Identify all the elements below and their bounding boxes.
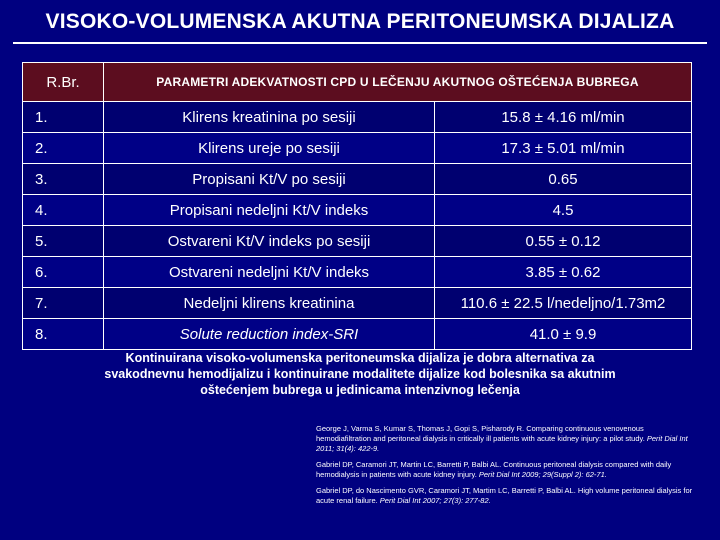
row-parameter: Klirens ureje po sesiji	[104, 133, 435, 164]
references	[316, 424, 696, 512]
reference-journal: Perit Dial Int 2009; 29(Suppl 2): 62-71.	[478, 470, 607, 479]
reference-journal: Perit Dial Int 2007; 27(3): 277-82.	[379, 496, 491, 505]
row-value: 110.6 ± 22.5 l/nedeljno/1.73m2	[435, 288, 692, 319]
header-title: PARAMETRI ADEKVATNOSTI CPD U LEČENJU AKUTNOG OŠTEĆENJA BUBREGA	[104, 63, 692, 102]
reference-item	[316, 424, 696, 454]
slide-title: VISOKO-VOLUMENSKA AKUTNA PERITONEUMSKA DIJALIZA	[45, 10, 675, 33]
row-parameter: Nedeljni klirens kreatinina	[104, 288, 435, 319]
row-value: 0.55 ± 0.12	[435, 226, 692, 257]
reference-text: Gabriel DP, do Nascimento GVR, Caramori JT, Martim LC, Barretti P, Balbi AL. High volume peritoneal dialysis for acute renal failure.	[316, 486, 693, 505]
table-row	[23, 226, 692, 257]
table-row	[23, 257, 692, 288]
row-value: 17.3 ± 5.01 ml/min	[435, 133, 692, 164]
row-number: 3.	[23, 164, 104, 195]
row-parameter: Solute reduction index-SRI	[104, 319, 435, 350]
row-number: 5.	[23, 226, 104, 257]
table-row	[23, 164, 692, 195]
row-value: 41.0 ± 9.9	[435, 319, 692, 350]
reference-item	[316, 486, 696, 506]
table-row	[23, 319, 692, 350]
table-row	[23, 102, 692, 133]
summary-text: Kontinuirana visoko-volumenska peritoneumska dijaliza je dobra alternativa za svakodnevnu hemodijalizu i kontinuirane modalitete dijalize kod bolesnika sa akutnim oštećenjem bubrega u jedinicama intenzivnog lečenja	[104, 351, 616, 397]
table-header-row	[23, 63, 692, 102]
row-number: 7.	[23, 288, 104, 319]
row-number: 6.	[23, 257, 104, 288]
table-row	[23, 195, 692, 226]
row-number: 8.	[23, 319, 104, 350]
row-number: 2.	[23, 133, 104, 164]
reference-text: Gabriel DP, Caramori JT, Martin LC, Barretti P, Balbi AL. Continuous peritoneal dialysis compared with daily hemodialysis in patients with acute kidney injury.	[316, 460, 672, 479]
table-row	[23, 288, 692, 319]
row-value: 0.65	[435, 164, 692, 195]
row-parameter: Klirens kreatinina po sesiji	[104, 102, 435, 133]
row-parameter: Propisani nedeljni Kt/V indeks	[104, 195, 435, 226]
title-underline	[13, 42, 707, 44]
table-row	[23, 133, 692, 164]
row-parameter: Ostvareni Kt/V indeks po sesiji	[104, 226, 435, 257]
row-value: 15.8 ± 4.16 ml/min	[435, 102, 692, 133]
reference-journal: Perit Dial Int 2011; 31(4): 422-9.	[316, 434, 688, 453]
row-value: 3.85 ± 0.62	[435, 257, 692, 288]
row-parameter: Ostvareni nedeljni Kt/V indeks	[104, 257, 435, 288]
row-parameter: Propisani Kt/V po sesiji	[104, 164, 435, 195]
reference-item	[316, 460, 696, 480]
row-number: 4.	[23, 195, 104, 226]
reference-text: George J, Varma S, Kumar S, Thomas J, Gopi S, Pisharody R. Comparing continuous venovenous hemodiafiltration and peritoneal dialysis in critically ill patients with acute kidney injury: a pilot study.	[316, 424, 647, 443]
header-number: R.Br.	[23, 63, 104, 102]
parameters-table	[22, 62, 692, 350]
row-number: 1.	[23, 102, 104, 133]
row-value: 4.5	[435, 195, 692, 226]
